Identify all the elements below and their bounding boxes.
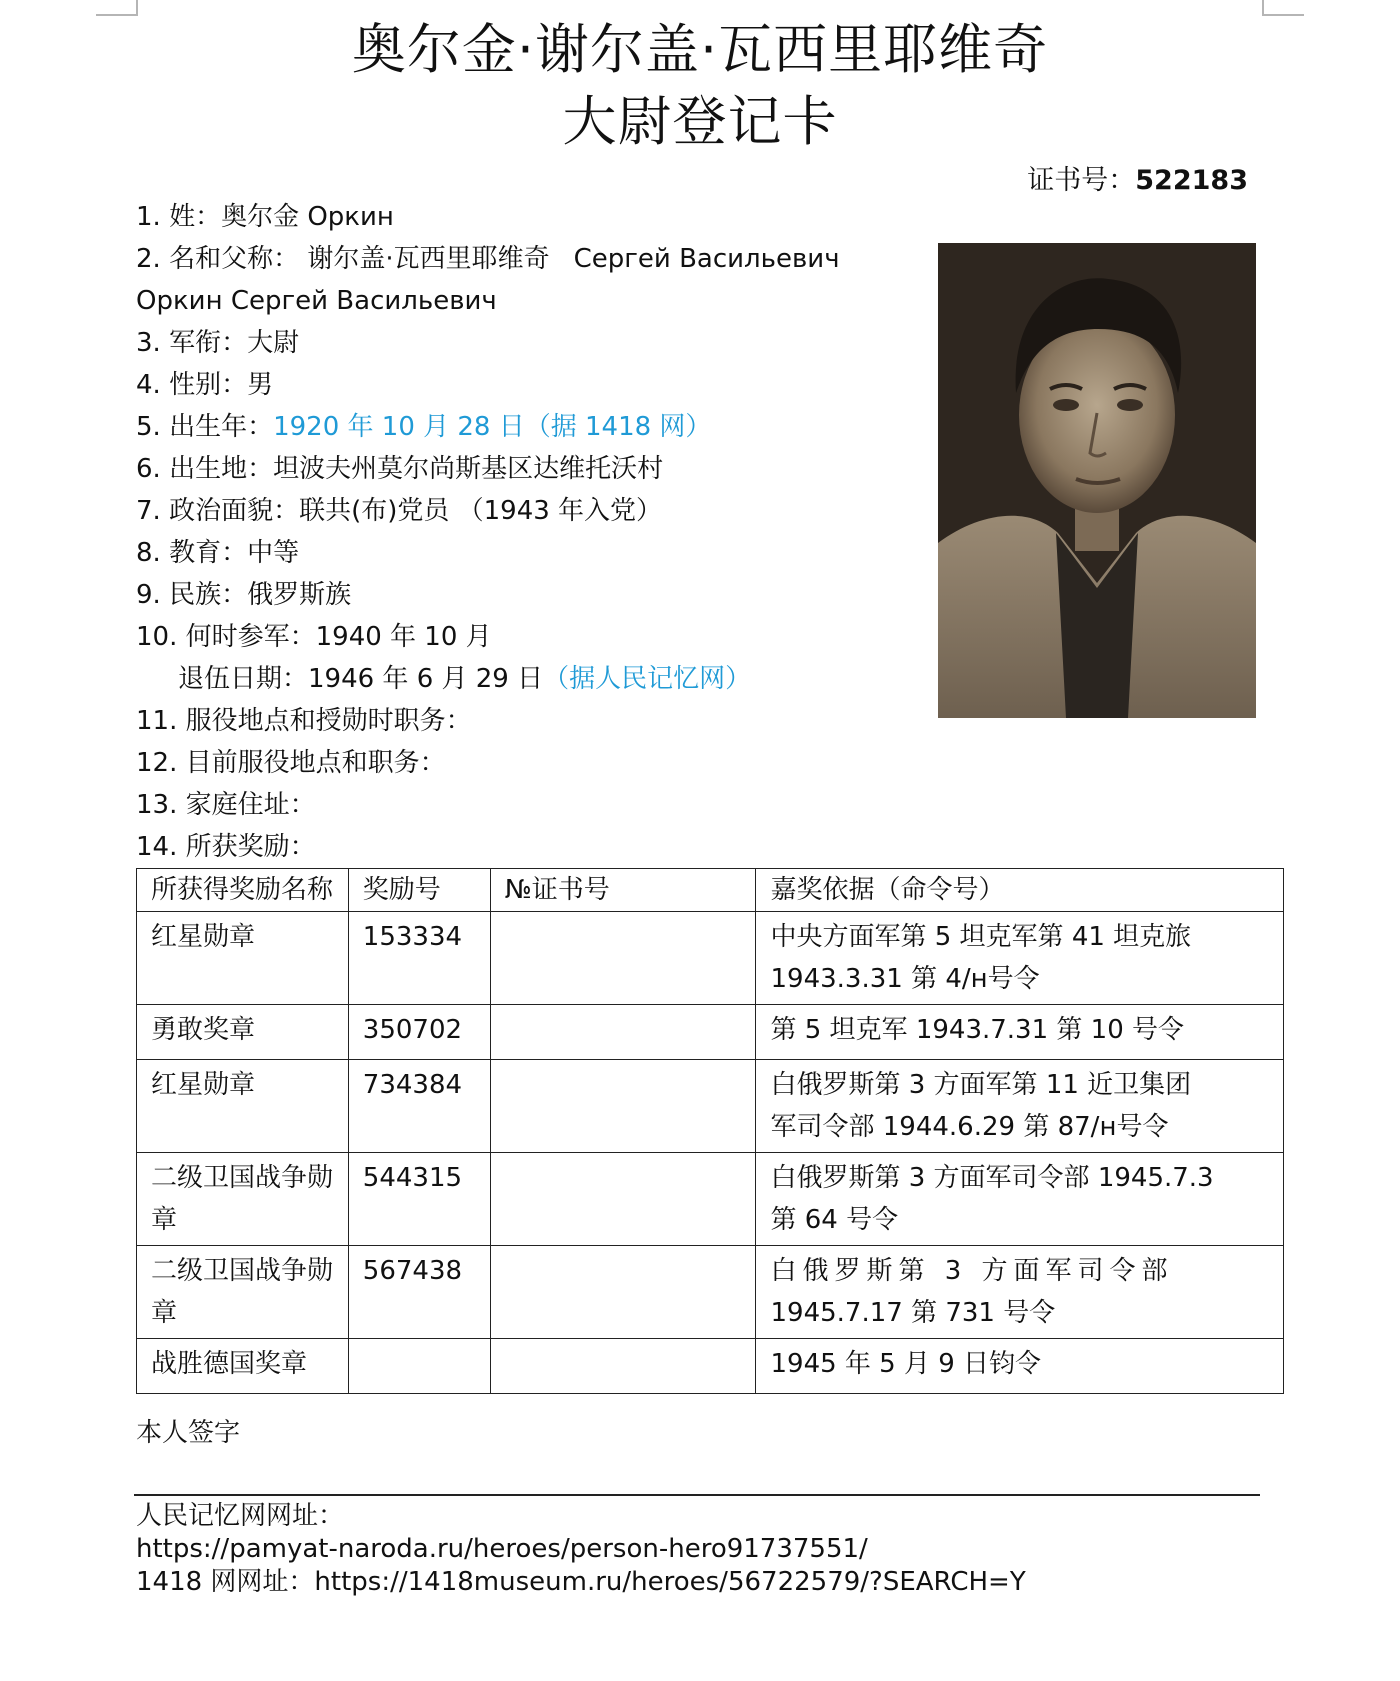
- field-enlisted: 10. 何时参军：1940 年 10 月: [136, 622, 492, 652]
- table-row: [137, 1153, 1284, 1246]
- award-basis-line: 白俄罗斯第 3 方面军第 11 近卫集团: [770, 1070, 1192, 1100]
- award-basis-line: [770, 1385, 1269, 1389]
- field-service-place: 11. 服役地点和授勋时职务：: [136, 706, 472, 736]
- column-header-award-number: 奖励号: [348, 869, 490, 912]
- certificate-label: 证书号：: [1027, 165, 1136, 196]
- table-header-row: [137, 869, 1284, 912]
- award-basis-line: 1945.7.17 第 731 号令: [770, 1298, 1056, 1328]
- award-certificate: [490, 1246, 756, 1339]
- award-name: [137, 1153, 349, 1246]
- awards-table: [136, 868, 1284, 1394]
- award-basis-line: [770, 1051, 1269, 1055]
- award-basis-line: 第 64 号令: [770, 1205, 899, 1235]
- award-basis: [756, 1153, 1284, 1246]
- field-name-patronymic-cn: 2. 名和父称： 谢尔盖·瓦西里耶维奇: [136, 244, 550, 274]
- award-name-line: 章: [151, 1205, 178, 1235]
- column-header-basis: 嘉奖依据（命令号）: [756, 869, 1284, 912]
- field-birth: [136, 406, 936, 448]
- award-basis-line: 军司令部 1944.6.29 第 87/н号令: [770, 1112, 1169, 1142]
- award-basis: [756, 1339, 1284, 1394]
- field-politics: 7. 政治面貌：联共(布)党员 （1943 年入党）: [136, 496, 663, 526]
- field-discharge-date: 退伍日期：1946 年 6 月 29 日: [178, 664, 544, 694]
- award-basis: [756, 1060, 1284, 1153]
- field-discharge-source: （据人民记忆网）: [543, 664, 752, 694]
- award-basis: [756, 912, 1284, 1005]
- page-subtitle: 大尉登记卡: [562, 90, 838, 153]
- table-row: [137, 912, 1284, 1005]
- column-header-certificate-number: №证书号: [490, 869, 756, 912]
- table-row: [137, 1060, 1284, 1153]
- award-certificate: [490, 1153, 756, 1246]
- award-basis-line: 1945 年 5 月 9 日钧令: [770, 1349, 1042, 1379]
- field-birth-label: 5. 出生年：: [136, 412, 274, 442]
- link2-text: 1418 网网址：https://1418museum.ru/heroes/56722579/?SEARCH=Y: [136, 1567, 1026, 1597]
- award-basis-line: 1943.3.31 第 4/н号令: [770, 964, 1040, 994]
- field-discharge: [136, 658, 936, 700]
- award-certificate: [490, 1339, 756, 1394]
- award-basis-line: 白俄罗斯第 3 方面军司令部: [770, 1256, 1174, 1286]
- award-basis: [756, 1246, 1284, 1339]
- award-name: 勇敢奖章: [137, 1005, 349, 1060]
- award-name-line: 二级卫国战争勋: [151, 1256, 334, 1286]
- signature-label: 本人签字: [136, 1418, 241, 1448]
- field-current-place: 12. 目前服役地点和职务：: [136, 748, 446, 778]
- award-name: 红星勋章: [137, 912, 349, 1005]
- award-number: [348, 1339, 490, 1394]
- award-number: 544315: [348, 1153, 490, 1246]
- table-row: [137, 1339, 1284, 1394]
- award-number: 734384: [348, 1060, 490, 1153]
- award-name-line: 二级卫国战争勋: [151, 1163, 334, 1193]
- footer-divider: [134, 1494, 1260, 1496]
- field-home-address: 13. 家庭住址：: [136, 790, 316, 820]
- award-certificate: [490, 1060, 756, 1153]
- table-row: [137, 1005, 1284, 1060]
- page-title: 奥尔金·谢尔盖·瓦西里耶维奇: [351, 18, 1049, 81]
- personal-info: [136, 196, 936, 868]
- source-links: [136, 1500, 1026, 1599]
- link1-url: https://pamyat-naroda.ru/heroes/person-hero91737551/: [136, 1534, 868, 1564]
- award-name-line: 章: [151, 1298, 178, 1328]
- table-row: [137, 1246, 1284, 1339]
- award-number: 567438: [348, 1246, 490, 1339]
- award-certificate: [490, 912, 756, 1005]
- certificate-number: [1027, 158, 1248, 197]
- link1-label: 人民记忆网网址：: [136, 1501, 345, 1531]
- field-name-patronymic: [136, 238, 936, 280]
- field-gender: 4. 性别：男: [136, 370, 274, 400]
- award-name: 红星勋章: [137, 1060, 349, 1153]
- award-name: [137, 1246, 349, 1339]
- award-basis-line: 中央方面军第 5 坦克军第 41 坦克旅: [770, 922, 1192, 952]
- field-name-patronymic-ru: Сергей Васильевич: [573, 244, 840, 274]
- award-basis-line: 第 5 坦克军 1943.7.31 第 10 号令: [770, 1015, 1185, 1045]
- portrait-photo: [938, 243, 1256, 718]
- field-surname: 1. 姓：奥尔金 Оркин: [136, 202, 394, 232]
- field-birthplace: 6. 出生地：坦波夫州莫尔尚斯基区达维托沃村: [136, 454, 664, 484]
- field-ethnicity: 9. 民族：俄罗斯族: [136, 580, 352, 610]
- award-name: 战胜德国奖章: [137, 1339, 349, 1394]
- award-number: 350702: [348, 1005, 490, 1060]
- award-basis: [756, 1005, 1284, 1060]
- field-rank: 3. 军衔：大尉: [136, 328, 300, 358]
- field-full-name-ru: Оркин Сергей Васильевич: [136, 286, 497, 316]
- certificate-value: 522183: [1135, 165, 1248, 196]
- column-header-award-name: 所获得奖励名称: [137, 869, 349, 912]
- field-education: 8. 教育：中等: [136, 538, 300, 568]
- award-number: 153334: [348, 912, 490, 1005]
- award-certificate: [490, 1005, 756, 1060]
- award-basis-line: 白俄罗斯第 3 方面军司令部 1945.7.3: [770, 1163, 1214, 1193]
- field-birth-value: 1920 年 10 月 28 日（据 1418 网）: [273, 412, 712, 442]
- field-awards-label: 14. 所获奖励：: [136, 832, 316, 862]
